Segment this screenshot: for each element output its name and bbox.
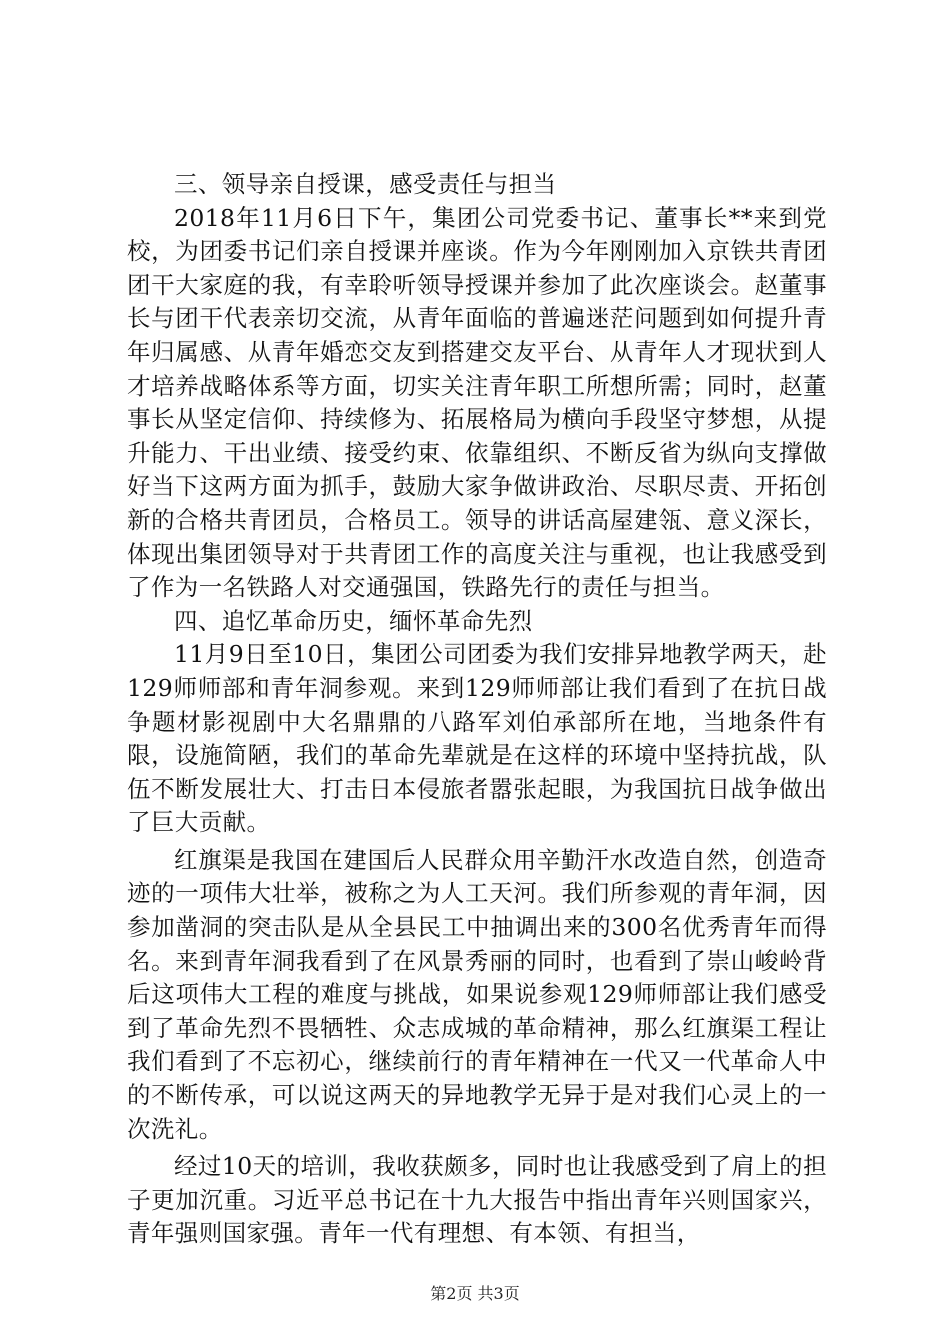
section-heading-4: 四、追忆革命历史，缅怀革命先烈 [174, 606, 533, 635]
paragraph-conclusion: 经过10天的培训，我收获颇多，同时也让我感受到了肩上的担子更加沉重。习近平总书记在十九大报告中指出青年兴则国家兴，青年强则国家强。青年一代有理想、有本领、有担当， [127, 1152, 827, 1248]
document-body [127, 168, 827, 1251]
paragraph-field-trip: 11月9日至10日，集团公司团委为我们安排异地教学两天，赴129师师部和青年洞参观。来到129师师部让我们看到了在抗日战争题材影视剧中大名鼎鼎的八路军刘伯承部所在地，当地条件有限，设施简陋，我们的革命先辈就是在这样的环境中坚持抗战，队伍不断发展壮大、打击日本侵旅者嚣张起眼，为我国抗日战争做出了巨大贡献。 [127, 640, 827, 837]
paragraph-lecture: 2018年11月6日下午，集团公司党委书记、董事长**来到党校，为团委书记们亲自授课并座谈。作为今年刚刚加入京铁共青团团干大家庭的我，有幸聆听领导授课并参加了此次座谈会。赵董事长与团干代表亲切交流，从青年面临的普遍迷茫问题到如何提升青年归属感、从青年婚恋交友到搭建交友平台、从青年人才现状到人才培养战略体系等方面，切实关注青年职工所想所需；同时，赵董事长从坚定信仰、持续修为、拓展格局为横向手段坚守梦想，从提升能力、干出业绩、接受约束、依靠组织、不断反省为纵向支撑做好当下这两方面为抓手，鼓励大家争做讲政治、尽职尽责、开拓创新的合格共青团员，合格员工。领导的讲话高屋建瓴、意义深长，体现出集团领导对于共青团工作的高度关注与重视，也让我感受到了作为一名铁路人对交通强国，铁路先行的责任与担当。 [127, 203, 827, 602]
paragraph-red-flag-canal: 红旗渠是我国在建国后人民群众用辛勤汗水改造自然，创造奇迹的一项伟大壮举，被称之为人工天河。我们所参观的青年洞，因参加凿洞的突击队是从全县民工中抽调出来的300名优秀青年而得名。来到青年洞我看到了在风景秀丽的同时，也看到了崇山峻岭背后这项伟大工程的难度与挑战，如果说参观129师师部让我们感受到了革命先烈不畏牺牲、众志成城的革命精神，那么红旗渠工程让我们看到了不忘初心，继续前行的青年精神在一代又一代革命人中的不断传承，可以说这两天的异地教学无异于是对我们心灵上的一次洗礼。 [127, 845, 827, 1143]
page-number-footer: 第2页 共3页 [430, 1284, 520, 1303]
section-heading-3: 三、领导亲自授课，感受责任与担当 [174, 170, 557, 198]
